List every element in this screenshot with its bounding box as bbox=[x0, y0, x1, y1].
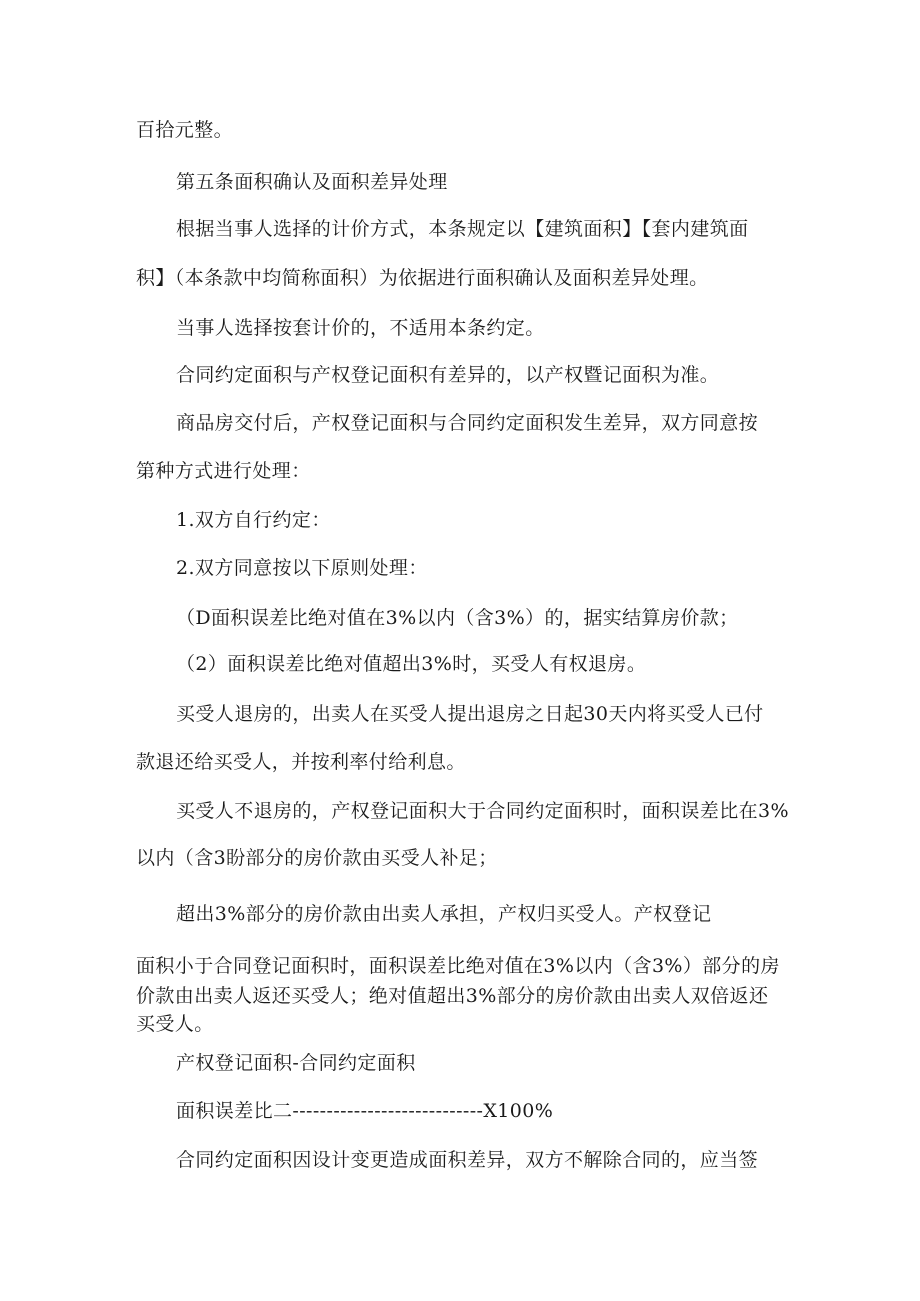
list-item: 1.双方自行约定： bbox=[176, 509, 331, 531]
text-line: 以内（含3盼部分的房价款由买受人补足； bbox=[136, 847, 498, 869]
formula-line: 面积误差比二----------------------------X100% bbox=[176, 1100, 554, 1122]
text-line: 合同约定面积因设计变更造成面积差异，双方不解除合同的，应当签 bbox=[176, 1149, 759, 1171]
text-line: 价款由出卖人返还买受人；绝对值超出3%部分的房价款由出卖人双倍返还 bbox=[136, 985, 769, 1007]
text-line: 根据当事人选择的计价方式，本条规定以【建筑面积】【套内建筑面 bbox=[176, 218, 749, 240]
text-line: 合同约定面积与产权登记面积有差异的，以产权暨记面积为准。 bbox=[176, 364, 720, 386]
section-heading: 第五条面积确认及面积差异处理 bbox=[176, 171, 448, 193]
list-item: （2）面积误差比绝对值超出3%时，买受人有权退房。 bbox=[176, 653, 647, 675]
list-item: （D面积误差比绝对值在3%以内（含3%）的，据实结算房价款； bbox=[176, 607, 739, 629]
list-item: 2.双方同意按以下原则处理： bbox=[176, 557, 428, 579]
text-line: 商品房交付后，产权登记面积与合同约定面积发生差异，双方同意按 bbox=[176, 412, 759, 434]
text-line: 面积小于合同登记面积时，面积误差比绝对值在3%以内（含3%）部分的房 bbox=[136, 955, 780, 977]
text-line: 款退还给买受人，并按利率付给利息。 bbox=[136, 751, 466, 773]
text-line: 当事人选择按套计价的，不适用本条约定。 bbox=[176, 317, 545, 339]
text-line: 买受人不退房的，产权登记面积大于合同约定面积时，面积误差比在3% bbox=[176, 800, 789, 822]
text-line: 第种方式进行处理： bbox=[136, 460, 311, 482]
text-line: 超出3%部分的房价款由出卖人承担，产权归买受人。产权登记 bbox=[176, 903, 712, 925]
text-line: 买受人退房的，出卖人在买受人提出退房之日起30天内将买受人已付 bbox=[176, 703, 764, 725]
text-line: 买受人。 bbox=[136, 1013, 214, 1035]
text-line: 百拾元整。 bbox=[136, 119, 234, 141]
text-line: 积】（本条款中均简称面积）为依据进行面积确认及面积差异处理。 bbox=[136, 267, 709, 289]
formula-numerator: 产权登记面积-合同约定面积 bbox=[176, 1052, 416, 1074]
